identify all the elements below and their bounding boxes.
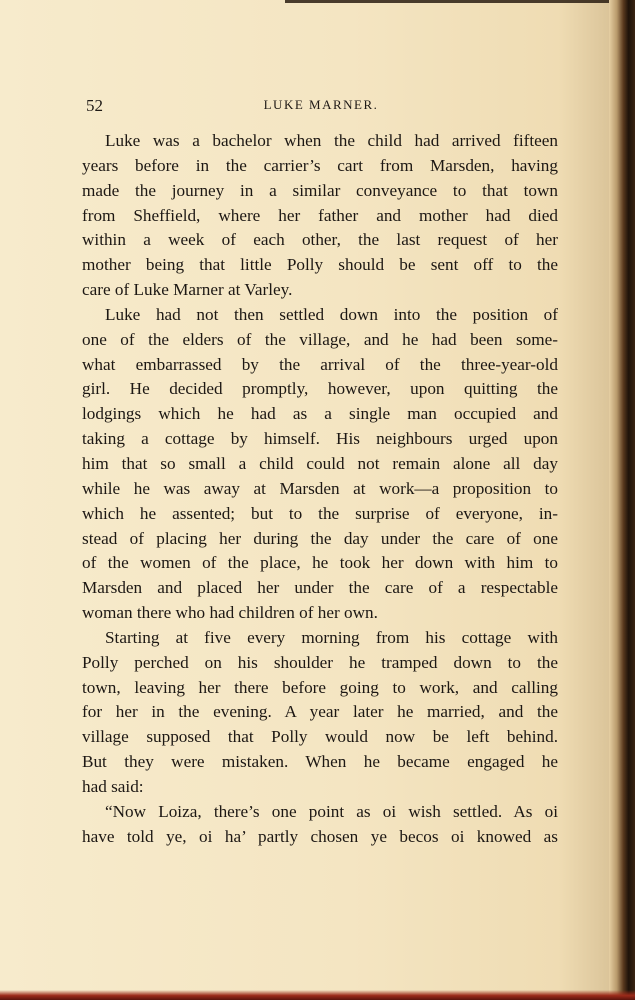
text-line: girl. He decided promptly, however, upon quitting the xyxy=(82,379,558,399)
text-line: years before in the carrier’s cart from Marsden, having xyxy=(82,155,558,175)
paragraph xyxy=(82,626,558,800)
text-line: care of Luke Marner at Varley. xyxy=(82,280,293,300)
text-line: which he assented; but to the surprise of everyone, in- xyxy=(82,503,558,523)
text-line: of the women of the place, he took her down with him to xyxy=(82,553,558,573)
text-line: Marsden and placed her under the care of a respectable xyxy=(82,578,558,598)
text-line: But they were mistaken. When he became engaged he xyxy=(82,752,558,772)
text-line: taking a cottage by himself. His neighbours urged upon xyxy=(82,429,558,449)
text-line: lodgings which he had as a single man occupied and xyxy=(82,404,558,424)
running-title: LUKE MARNER. xyxy=(263,97,379,112)
book-binding-edge xyxy=(609,0,635,1000)
text-line: stead of placing her during the day under the care of one xyxy=(82,528,558,548)
text-line: one of the elders of the village, and he had been some- xyxy=(82,329,558,349)
paragraph xyxy=(82,129,558,303)
page-header xyxy=(86,96,556,118)
page-number: 52 xyxy=(86,96,103,115)
text-line: woman there who had children of her own. xyxy=(82,603,378,623)
text-line: Starting at five every morning from his cottage with xyxy=(105,627,558,647)
text-line: for her in the evening. A year later he married, and the xyxy=(82,702,558,722)
text-line: Luke was a bachelor when the child had arrived fifteen xyxy=(105,131,558,150)
text-line: Polly perched on his shoulder he tramped down to the xyxy=(82,652,558,672)
page-top-edge xyxy=(285,0,615,3)
text-line: him that so small a child could not remain alone all day xyxy=(82,453,558,473)
text-line: while he was away at Marsden at work—a proposition to xyxy=(82,478,558,498)
paragraph xyxy=(82,800,558,850)
body-text xyxy=(82,129,558,849)
text-line: within a week of each other, the last request of her xyxy=(82,230,558,250)
text-line: from Sheffield, where her father and mother had died xyxy=(82,205,558,225)
page-bottom-edge xyxy=(0,990,635,1000)
paragraph xyxy=(82,303,558,626)
text-line: “Now Loiza, there’s one point as oi wish settled. As oi xyxy=(105,801,558,821)
text-line: have told ye, oi ha’ partly chosen ye becos oi knowed as xyxy=(82,826,558,846)
text-line: Luke had not then settled down into the position of xyxy=(105,304,558,324)
text-line: made the journey in a similar conveyance to that town xyxy=(82,180,558,200)
text-line: what embarrassed by the arrival of the three-year-old xyxy=(82,354,558,374)
text-line: mother being that little Polly should be sent off to the xyxy=(82,255,558,275)
text-line: had said: xyxy=(82,776,144,796)
text-line: town, leaving her there before going to work, and calling xyxy=(82,677,558,697)
text-line: village supposed that Polly would now be left behind. xyxy=(82,727,558,747)
